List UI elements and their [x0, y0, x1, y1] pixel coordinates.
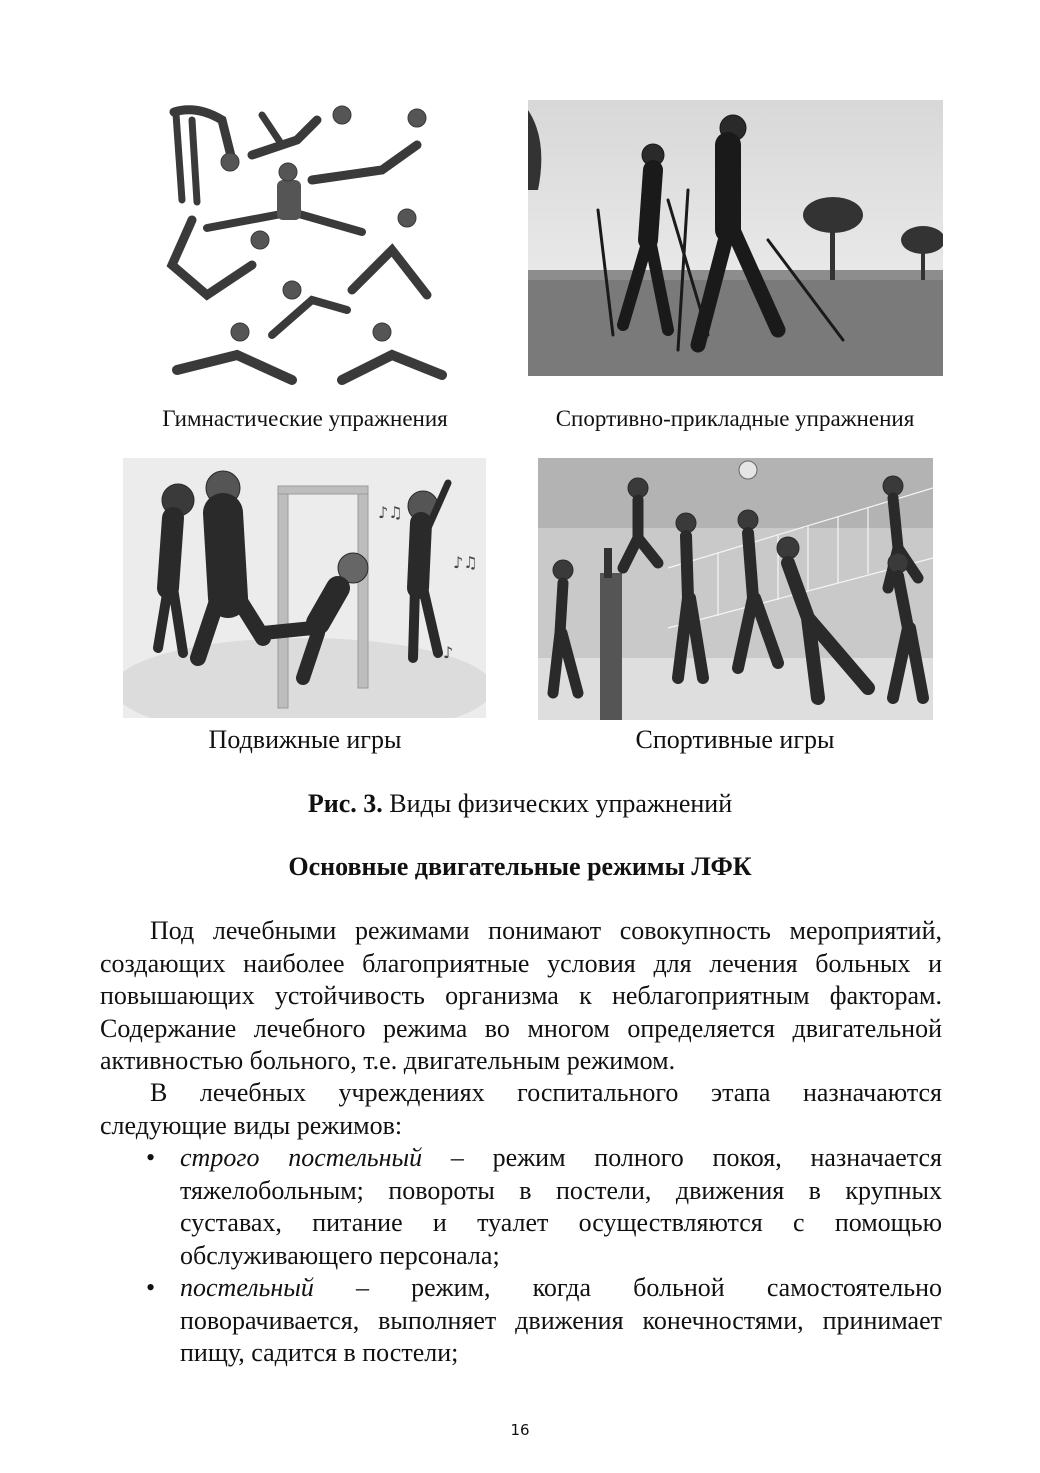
caption-active-games: Подвижные игры — [208, 725, 402, 754]
figure-caption-label: Рис. 3. — [307, 789, 383, 818]
figure-caption — [100, 789, 940, 819]
photo-gymnastic-exercises — [152, 100, 458, 392]
figure-caption-text: Виды физических упражнений — [382, 789, 733, 818]
list-item-term: постельный — [180, 1273, 314, 1302]
caption-applied-sport-exercises: Спортивно-прикладные упражнения — [555, 406, 915, 431]
page-number: 16 — [510, 1421, 530, 1439]
section-title: Основные двигательные режимы ЛФК — [288, 852, 752, 881]
photo-active-games — [123, 458, 486, 718]
list-item-term: строго постельный — [180, 1143, 423, 1172]
list-item — [100, 1142, 942, 1272]
photo-nordic-walking — [528, 100, 943, 376]
regime-list — [100, 1142, 942, 1370]
paragraph: В лечебных учреждениях госпитального этапа назначаются следующие виды режимов: — [100, 1078, 942, 1140]
photo-sport-games — [538, 458, 933, 720]
svg-text:♪♫: ♪♫ — [453, 553, 478, 572]
paragraph: Под лечебными режимами понимают совокупность мероприятий, создающих наиболее благоприятные условия для лечения больных и повышающих устойчивость организма к неблагоприятным факторам. Содержание лечебного режима во многом определяется двигательной активностью больного, т.е. двигательным режимом. — [100, 916, 942, 1075]
bullet-icon: • — [146, 1273, 156, 1302]
caption-gymnastic-exercises: Гимнастические упражнения — [162, 406, 448, 431]
paragraph-2-block — [100, 1077, 942, 1142]
bullet-icon: • — [146, 1143, 156, 1172]
list-item-text: – режим, когда больной самостоятельно поворачивается, выполняет движения конечностями, принимает пищу, садится в постели; — [180, 1273, 942, 1367]
svg-text:♪♫: ♪♫ — [378, 503, 403, 522]
paragraph-1-block — [100, 915, 942, 1078]
caption-sport-games: Спортивные игры — [635, 725, 835, 754]
list-item — [100, 1272, 942, 1370]
list-item-text: – режим полного покоя, назначается тяжелобольным; повороты в постели, движения в крупных суставах, питание и туалет осуществляются с помощью обслуживающего персонала; — [180, 1143, 942, 1270]
svg-text:♪: ♪ — [443, 643, 454, 662]
